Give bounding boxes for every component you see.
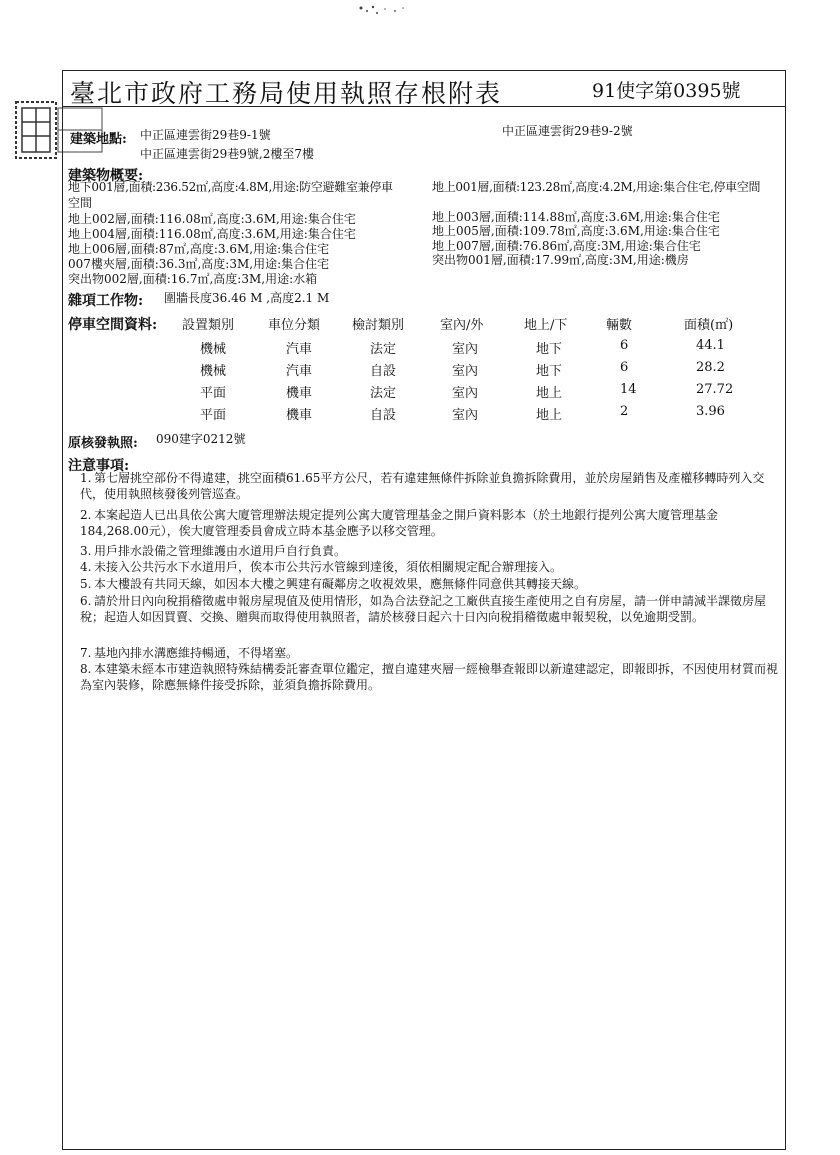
parking-header: 地上/下	[524, 318, 568, 333]
note-number: 5.	[80, 577, 92, 591]
address-line-1-right: 中正區連雲街29巷9-2號	[502, 124, 633, 138]
parking-cell: 地下	[536, 342, 563, 357]
document-number: 91使字第0395號	[592, 80, 741, 102]
parking-cell: 28.2	[696, 360, 725, 375]
parking-cell: 汽車	[286, 364, 313, 379]
original-permit-value: 090建字0212號	[156, 432, 246, 446]
note-item	[80, 645, 780, 661]
parking-cell: 6	[620, 360, 629, 375]
parking-header: 輛數	[606, 318, 633, 333]
parking-cell: 機車	[286, 386, 313, 401]
overview-label: 建築物概要:	[68, 168, 144, 184]
note-item	[80, 543, 780, 559]
address-label: 建築地點:	[70, 132, 127, 147]
note-text: 基地內排水溝應維持暢通，不得堵塞。	[94, 646, 299, 660]
misc-works-value: 圍牆長度36.46 M ,高度2.1 M	[164, 291, 330, 305]
parking-cell: 27.72	[696, 382, 734, 397]
parking-cell: 機械	[200, 342, 227, 357]
overview-basement-cont: 空間	[68, 196, 93, 210]
parking-cell: 自設	[370, 364, 397, 379]
note-number: 6.	[80, 594, 92, 608]
parking-label: 停車空間資料:	[68, 317, 158, 333]
parking-cell: 地上	[536, 386, 563, 401]
note-text: 請於卅日內向稅捐稽徵處申報房屋現值及使用情形，如為合法登記之工廠供直接生產使用之自有房屋，請一併申請減半課徵房屋稅；起造人如因買賣、交換、贈與而取得使用執照者，請於核發日起六十日內向稅捐稽徵處申報契稅，以免逾期受罰。	[80, 594, 767, 624]
note-text: 本大樓設有共同天線，如因本大樓之興建有礙鄰房之收視效果，應無條件同意供其轉接天線。	[94, 577, 587, 591]
address-line-2: 中正區連雲街29巷9號,2樓至7樓	[140, 147, 314, 161]
parking-cell: 3.96	[696, 404, 725, 419]
address-line-1: 中正區連雲街29巷9-1號	[140, 128, 271, 142]
parking-cell: 平面	[200, 386, 227, 401]
parking-cell: 6	[620, 338, 629, 353]
parking-cell: 14	[620, 382, 637, 397]
overview-row: 007樓夾層,面積:36.3㎡,高度:3M,用途:集合住宅	[68, 257, 330, 271]
overview-basement: 地下001層,面積:236.52㎡,高度:4.8M,用途:防空避難室兼停車	[68, 180, 393, 194]
overview-row: 地上007層,面積:76.86㎡,高度:3M,用途:集合住宅	[432, 239, 701, 253]
parking-header: 車位分類	[268, 318, 321, 333]
parking-cell: 機械	[200, 364, 227, 379]
parking-cell: 地上	[536, 408, 563, 423]
parking-header: 面積(㎡)	[684, 318, 734, 333]
parking-cell: 法定	[370, 342, 397, 357]
overview-row: 突出物002層,面積:16.7㎡,高度:3M,用途:水箱	[68, 272, 318, 286]
parking-cell: 44.1	[696, 338, 725, 353]
original-permit-label: 原核發執照:	[68, 436, 138, 451]
overview-row: 地上005層,面積:109.78㎡,高度:3.6M,用途:集合住宅	[432, 224, 720, 238]
note-number: 7.	[80, 646, 92, 660]
overview-row: 地上003層,面積:114.88㎡,高度:3.6M,用途:集合住宅	[432, 210, 720, 224]
note-item	[80, 593, 780, 625]
note-item	[80, 507, 780, 539]
note-number: 3.	[80, 544, 92, 558]
parking-cell: 法定	[370, 386, 397, 401]
parking-header: 室內/外	[440, 318, 484, 333]
note-text: 本案起造人已出具依公寓大廈管理辦法規定提列公寓大廈管理基金之開戶資料影本（於土地銀行提列公寓大廈管理基金184,268.00元），俟大廈管理委員會成立時本基金應予以移交管理。	[80, 508, 719, 538]
note-text: 本建築未經本市建造執照特殊結構委託審查單位鑑定，擅自違建夾層一經檢舉查報即以新違建認定，即報即拆，不因使用材質而視為室內裝修，除應無條件接受拆除，並須負擔拆除費用。	[80, 662, 779, 692]
parking-cell: 地下	[536, 364, 563, 379]
overview-row: 地上004層,面積:116.08㎡,高度:3.6M,用途:集合住宅	[68, 227, 356, 241]
scan-specks	[355, 2, 415, 18]
note-item	[80, 559, 780, 575]
parking-header: 檢討類別	[352, 318, 405, 333]
note-text: 未接入公共污水下水道用戶，俟本市公共污水管線到達後，須依相關規定配合辦理接入。	[94, 560, 563, 574]
parking-cell: 平面	[200, 408, 227, 423]
overview-row: 地上002層,面積:116.08㎡,高度:3.6M,用途:集合住宅	[68, 212, 356, 226]
note-text: 第七層挑空部份不得違建，挑空面積61.65平方公尺，若有違建無條件拆除並負擔拆除費用，並於房屋銷售及產權移轉時列入交代，使用執照核發後列管巡查。	[80, 471, 765, 501]
overview-row: 地上006層,面積:87㎡,高度:3.6M,用途:集合住宅	[68, 242, 330, 256]
note-item	[80, 576, 780, 592]
parking-cell: 室內	[452, 386, 479, 401]
misc-works-label: 雜項工作物:	[68, 293, 144, 309]
parking-cell: 2	[620, 404, 629, 419]
parking-cell: 室內	[452, 408, 479, 423]
document-title: 臺北市政府工務局使用執照存根附表	[70, 79, 503, 108]
note-text: 用戶排水設備之管理維護由水道用戶自行負責。	[94, 544, 347, 558]
note-number: 4.	[80, 560, 92, 574]
parking-cell: 汽車	[286, 342, 313, 357]
note-number: 8.	[80, 662, 92, 676]
parking-cell: 室內	[452, 364, 479, 379]
note-item	[80, 661, 780, 693]
overview-row: 突出物001層,面積:17.99㎡,高度:3M,用途:機房	[432, 253, 689, 267]
parking-header: 設置類別	[182, 318, 235, 333]
note-number: 1.	[80, 471, 92, 485]
note-item	[80, 470, 780, 502]
parking-cell: 機車	[286, 408, 313, 423]
overview-floor-1: 地上001層,面積:123.28㎡,高度:4.2M,用途:集合住宅,停車空間	[432, 180, 761, 194]
notes-label: 注意事項:	[68, 458, 130, 474]
note-number: 2.	[80, 508, 92, 522]
parking-cell: 室內	[452, 342, 479, 357]
parking-cell: 自設	[370, 408, 397, 423]
